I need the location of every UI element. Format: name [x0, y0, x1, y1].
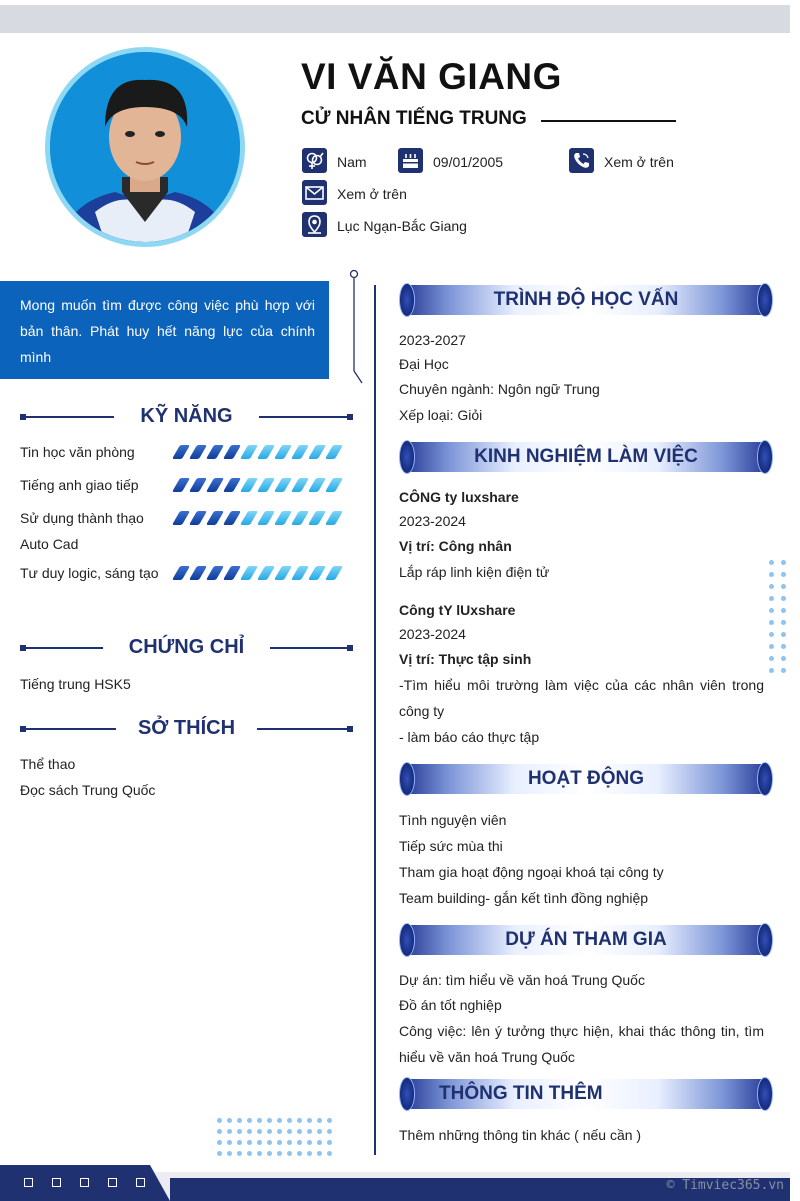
portrait-image	[50, 52, 240, 242]
skill-stripe-empty	[325, 566, 343, 580]
decor-dot	[237, 1151, 242, 1156]
decor-dot	[769, 620, 774, 625]
job-description: Lắp ráp linh kiện điện tử	[399, 564, 550, 580]
decor-dot	[227, 1151, 232, 1156]
decor-dot	[227, 1140, 232, 1145]
skill-stripe-empty	[274, 445, 292, 459]
decor-dot	[781, 668, 786, 673]
decor-dot	[769, 632, 774, 637]
job-position: Vị trí: Công nhân	[399, 538, 512, 554]
decor-dot	[769, 560, 774, 565]
decor-dot	[237, 1140, 242, 1145]
hobby-item: Đọc sách Trung Quốc	[20, 782, 156, 798]
education-line: Đại Học	[399, 356, 449, 372]
skill-stripe-empty	[257, 566, 275, 580]
decor-dot	[781, 632, 786, 637]
decor-dot	[781, 584, 786, 589]
skill-level-bar	[176, 478, 346, 492]
email-icon	[302, 180, 327, 205]
job-description: - làm báo cáo thực tập	[399, 729, 540, 745]
decor-dot	[769, 656, 774, 661]
decor-dot	[217, 1129, 222, 1134]
skill-stripe-empty	[257, 478, 275, 492]
decor-dot	[297, 1140, 302, 1145]
job-company: Công tY lUxshare	[399, 602, 516, 618]
skill-stripe-filled	[223, 566, 241, 580]
job-description: -Tìm hiểu môi trường làm việc của các nhân viên trong công ty	[399, 677, 764, 719]
hobbies-title: SỞ THÍCH	[137, 717, 236, 739]
footer-square	[80, 1178, 89, 1187]
decor-dot	[237, 1129, 242, 1134]
projects-title: DỰ ÁN THAM GIA	[505, 929, 667, 950]
skill-stripe-empty	[240, 445, 258, 459]
decor-dot	[247, 1151, 252, 1156]
decor-dot	[277, 1118, 282, 1123]
footer-square	[136, 1178, 145, 1187]
skill-stripe-filled	[223, 478, 241, 492]
decor-dot	[781, 608, 786, 613]
certificates-heading	[20, 636, 353, 660]
skill-stripe-empty	[291, 511, 309, 525]
more-info-item: Thêm những thông tin khác ( nếu cần )	[399, 1127, 642, 1143]
skill-stripe-filled	[172, 445, 190, 459]
footer-square	[108, 1178, 117, 1187]
decor-dot	[267, 1118, 272, 1123]
education-line: Chuyên ngành: Ngôn ngữ Trung	[399, 381, 600, 397]
education-line: Xếp loại: Giỏi	[399, 407, 483, 423]
decor-dot	[781, 620, 786, 625]
skill-stripe-empty	[291, 478, 309, 492]
skill-label: Tin học văn phòng	[20, 444, 135, 460]
job-period: 2023-2024	[399, 626, 466, 642]
hobby-item: Thể thao	[20, 756, 76, 772]
birthday-text: 09/01/2005	[433, 154, 504, 170]
skill-stripe-empty	[308, 511, 326, 525]
more-info-banner	[399, 1077, 773, 1111]
activity-item: Tiếp sức mùa thi	[399, 838, 503, 854]
decor-dot	[327, 1151, 332, 1156]
skill-label: Tư duy logic, sáng tạo	[20, 565, 159, 581]
decor-dot	[247, 1118, 252, 1123]
decor-dot	[277, 1140, 282, 1145]
skill-level-bar	[176, 511, 346, 525]
phone-icon	[569, 148, 594, 173]
skill-label: Tiếng anh giao tiếp	[20, 477, 139, 493]
decor-dot	[327, 1140, 332, 1145]
skill-stripe-empty	[308, 566, 326, 580]
objective-text: Mong muốn tìm được công việc phù hợp với bản thân. Phát huy hết năng lực của chính mình	[20, 297, 315, 365]
job-period: 2023-2024	[399, 513, 466, 529]
gender-text: Nam	[337, 154, 367, 170]
decor-dot	[769, 572, 774, 577]
decor-dot	[287, 1129, 292, 1134]
skill-stripe-filled	[172, 511, 190, 525]
decor-dot	[247, 1129, 252, 1134]
skill-stripe-empty	[291, 445, 309, 459]
decor-dot	[287, 1151, 292, 1156]
decor-dot	[781, 596, 786, 601]
certificate-item: Tiếng trung HSK5	[20, 676, 131, 692]
skill-stripe-empty	[325, 445, 343, 459]
decor-dot	[297, 1129, 302, 1134]
hobbies-heading	[20, 717, 353, 741]
skill-stripe-empty	[308, 445, 326, 459]
skill-stripe-empty	[240, 511, 258, 525]
decor-dot	[317, 1118, 322, 1123]
address-text: Lục Ngạn-Bắc Giang	[337, 218, 467, 234]
skill-stripe-filled	[172, 478, 190, 492]
phone-text: Xem ở trên	[604, 154, 674, 170]
decor-dot	[267, 1129, 272, 1134]
location-icon	[302, 212, 327, 237]
decor-dot	[257, 1151, 262, 1156]
decor-dot	[307, 1129, 312, 1134]
project-item: Dự án: tìm hiểu về văn hoá Trung Quốc	[399, 972, 645, 988]
project-item: Công việc: lên ý tưởng thực hiện, khai thác thông tin, tìm hiểu về văn hoá Trung Quốc	[399, 1023, 764, 1065]
candidate-title: CỬ NHÂN TIẾNG TRUNG	[301, 108, 527, 129]
decor-dot	[781, 572, 786, 577]
skill-stripe-empty	[274, 511, 292, 525]
job-position: Vị trí: Thực tập sinh	[399, 651, 532, 667]
skill-label: Sử dụng thành thạo Auto Cad	[20, 510, 144, 552]
footer-square	[52, 1178, 61, 1187]
education-banner	[399, 283, 773, 317]
decor-dot	[217, 1118, 222, 1123]
decor-dots	[217, 1118, 332, 1156]
skill-level-bar	[176, 445, 346, 459]
skill-stripe-filled	[206, 511, 224, 525]
decor-dot	[327, 1118, 332, 1123]
education-title: TRÌNH ĐỘ HỌC VẤN	[493, 289, 679, 310]
skill-stripe-empty	[325, 511, 343, 525]
decor-dot	[257, 1129, 262, 1134]
email-text: Xem ở trên	[337, 186, 407, 202]
activity-item: Tham gia hoạt động ngoại khoá tại công ty	[399, 864, 664, 880]
top-bar	[0, 5, 790, 33]
avatar	[50, 52, 240, 242]
decor-dot	[769, 644, 774, 649]
skill-stripe-empty	[257, 511, 275, 525]
activity-item: Tình nguyện viên	[399, 812, 507, 828]
decor-dot	[267, 1140, 272, 1145]
footer-square	[24, 1178, 33, 1187]
decor-dot	[307, 1140, 312, 1145]
decor-dot	[769, 596, 774, 601]
decor-dot	[327, 1129, 332, 1134]
decor-dot	[277, 1129, 282, 1134]
skill-stripe-empty	[274, 566, 292, 580]
skill-stripe-filled	[189, 478, 207, 492]
decor-dot	[317, 1129, 322, 1134]
project-item: Đồ án tốt nghiệp	[399, 997, 502, 1013]
decor-dot	[257, 1118, 262, 1123]
activities-banner	[399, 762, 773, 796]
experience-banner	[399, 440, 773, 474]
skill-stripe-empty	[291, 566, 309, 580]
divider-vertical	[374, 285, 376, 1155]
skills-title: KỸ NĂNG	[140, 405, 233, 427]
decor-dot	[307, 1151, 312, 1156]
decor-dot	[277, 1151, 282, 1156]
skill-stripe-filled	[189, 511, 207, 525]
candidate-name: VI VĂN GIANG	[301, 56, 562, 97]
decor-dots	[769, 560, 786, 673]
watermark: © Timviec365.vn	[666, 1178, 784, 1193]
skill-stripe-filled	[223, 511, 241, 525]
decor-dot	[247, 1140, 252, 1145]
skill-stripe-empty	[274, 478, 292, 492]
skill-stripe-empty	[325, 478, 343, 492]
skill-stripe-filled	[172, 566, 190, 580]
decor-dot	[257, 1140, 262, 1145]
decor-dot	[781, 656, 786, 661]
skill-stripe-filled	[206, 445, 224, 459]
decor-dot	[769, 584, 774, 589]
skill-stripe-empty	[308, 478, 326, 492]
career-objective	[0, 281, 329, 379]
experience-title: KINH NGHIỆM LÀM VIỆC	[474, 446, 698, 467]
decor-dot	[227, 1129, 232, 1134]
decor-dot	[267, 1151, 272, 1156]
job-company: CÔNG ty luxshare	[399, 489, 519, 505]
decor-dot	[317, 1140, 322, 1145]
decor-dot	[317, 1151, 322, 1156]
skill-stripe-empty	[257, 445, 275, 459]
decor-dot	[237, 1118, 242, 1123]
activities-title: HOẠT ĐỘNG	[527, 768, 645, 789]
decor-dot	[287, 1140, 292, 1145]
decor-dot	[227, 1118, 232, 1123]
skill-stripe-filled	[189, 566, 207, 580]
skill-stripe-filled	[206, 566, 224, 580]
education-line: 2023-2027	[399, 332, 466, 348]
decor-dot	[769, 608, 774, 613]
decor-dot	[769, 668, 774, 673]
gender-icon	[302, 148, 327, 173]
decor-dot	[781, 644, 786, 649]
skills-heading	[20, 405, 353, 429]
skill-stripe-empty	[240, 478, 258, 492]
decor-dot	[781, 560, 786, 565]
decor-dot	[217, 1140, 222, 1145]
decor-dot	[297, 1118, 302, 1123]
decor-dot	[307, 1118, 312, 1123]
activity-item: Team building- gắn kết tình đồng nghiệp	[399, 890, 649, 906]
calendar-icon	[398, 148, 423, 173]
skill-stripe-filled	[206, 478, 224, 492]
skill-stripe-filled	[189, 445, 207, 459]
certificates-title: CHỨNG CHỈ	[128, 636, 245, 658]
decor-dot	[297, 1151, 302, 1156]
projects-banner	[399, 923, 773, 957]
decor-dot	[287, 1118, 292, 1123]
title-divider	[541, 120, 676, 122]
skill-stripe-empty	[240, 566, 258, 580]
skill-stripe-filled	[223, 445, 241, 459]
skill-level-bar	[176, 566, 346, 580]
more-info-title: THÔNG TIN THÊM	[439, 1083, 603, 1104]
decor-dot	[217, 1151, 222, 1156]
